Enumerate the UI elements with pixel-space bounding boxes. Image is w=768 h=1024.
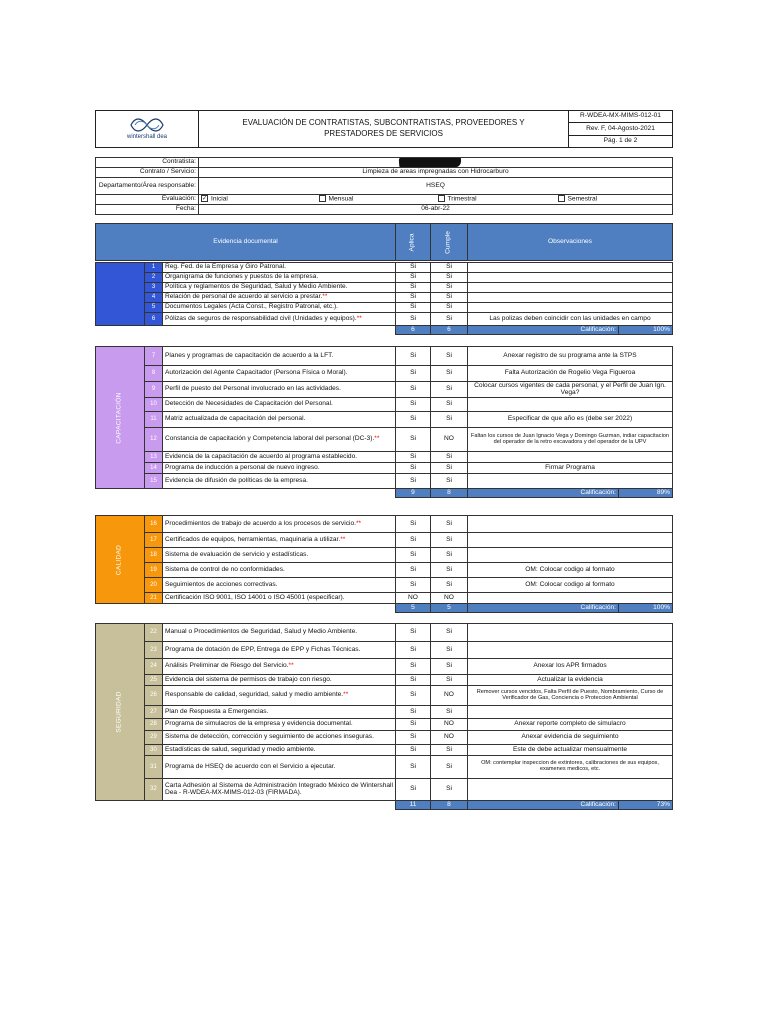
row-number: 1 <box>145 263 163 273</box>
evidencia-text: Evidencia de difusión de políticas de la empresa. <box>163 474 396 489</box>
cumple-value[interactable]: Si <box>431 779 468 801</box>
section-table <box>95 346 673 498</box>
calificacion-value: 100% <box>619 604 673 613</box>
table-row <box>96 578 673 593</box>
row-number: 27 <box>145 706 163 719</box>
table-row <box>96 382 673 398</box>
table-row <box>96 463 673 474</box>
aplica-value[interactable]: Si <box>396 347 431 366</box>
cumple-value[interactable]: Si <box>431 756 468 779</box>
table-row <box>96 642 673 659</box>
table-row <box>96 779 673 801</box>
info-block <box>95 157 673 215</box>
table-row <box>96 398 673 412</box>
evidencia-text: Programa de HSEQ de acuerdo con el Servicio a ejecutar. <box>163 756 396 779</box>
aplica-value[interactable]: Si <box>396 533 431 548</box>
total-cumple: 8 <box>431 489 468 498</box>
table-row <box>96 659 673 675</box>
fecha-label: Fecha: <box>96 205 199 215</box>
calificacion-value: 89% <box>619 489 673 498</box>
observacion-text[interactable] <box>468 398 673 412</box>
contrato-label: Contrato / Servicio: <box>96 168 199 178</box>
aplica-value[interactable]: Si <box>396 706 431 719</box>
total-aplica: 9 <box>396 489 431 498</box>
section-total-row <box>96 489 673 498</box>
aplica-value[interactable]: Si <box>396 578 431 593</box>
table-row <box>96 533 673 548</box>
observacion-text[interactable] <box>468 293 673 303</box>
evidencia-text: Constancia de capacitación y Competencia laboral del personal (DC-3).** <box>163 428 396 452</box>
required-mark: ** <box>355 519 362 527</box>
table-row <box>96 686 673 706</box>
aplica-value[interactable]: Si <box>396 731 431 745</box>
aplica-value[interactable]: Si <box>396 273 431 283</box>
total-spacer <box>96 326 396 335</box>
total-aplica: 5 <box>396 604 431 613</box>
cumple-value[interactable]: Si <box>431 548 468 563</box>
evidencia-text: Perfil de puesto del Personal involucrado en las actividades. <box>163 382 396 398</box>
aplica-value[interactable]: Si <box>396 398 431 412</box>
calificacion-value: 100% <box>619 326 673 335</box>
evidencia-text: Seguimientos de acciones correctivas. <box>163 578 396 593</box>
cumple-value[interactable]: NO <box>431 428 468 452</box>
evidencia-header: Evidencia documental <box>96 224 396 261</box>
table-row <box>96 516 673 533</box>
contratista-label: Contratista: <box>96 158 199 168</box>
aplica-value[interactable]: Si <box>396 452 431 463</box>
checkbox-icon[interactable] <box>558 195 565 202</box>
evidencia-text: Procedimientos de trabajo de acuerdo a los procesos de servicio.** <box>163 516 396 533</box>
evidencia-text: Carta Adhesión al Sistema de Administración Integrado México de Wintershall Dea - R-WDEA-MX-MIMS-012-03 (FIRMADA). <box>163 779 396 801</box>
section-label <box>96 263 145 326</box>
row-number: 11 <box>145 412 163 428</box>
total-spacer <box>96 604 396 613</box>
row-number: 22 <box>145 624 163 642</box>
cumple-value[interactable]: NO <box>431 731 468 745</box>
total-spacer <box>96 801 396 810</box>
evidencia-text: Evidencia del sistema de permisos de trabajo con riesgo. <box>163 675 396 686</box>
row-number: 16 <box>145 516 163 533</box>
section-label-text: CAPACITACIÓN <box>115 391 123 444</box>
row-number: 14 <box>145 463 163 474</box>
cumple-value[interactable]: Si <box>431 293 468 303</box>
evidencia-text: Documentos Legales (Acta Const., Registro Patronal, etc.). <box>163 303 396 313</box>
total-aplica: 11 <box>396 801 431 810</box>
cumple-value[interactable]: Si <box>431 578 468 593</box>
aplica-value[interactable]: Si <box>396 263 431 273</box>
observacion-text[interactable] <box>468 642 673 659</box>
evidencia-text: Evidencia de la capacitación de acuerdo al programa establecido. <box>163 452 396 463</box>
redaction-mark <box>399 158 462 168</box>
observacion-text[interactable] <box>468 273 673 283</box>
evidencia-text: Relación de personal de acuerdo al servicio a prestar.** <box>163 293 396 303</box>
aplica-value[interactable]: Si <box>396 624 431 642</box>
observacion-text[interactable] <box>468 303 673 313</box>
row-number: 15 <box>145 474 163 489</box>
calificacion-value: 73% <box>619 801 673 810</box>
evidencia-text: Manual o Procedimientos de Seguridad, Salud y Medio Ambiente. <box>163 624 396 642</box>
aplica-header: Aplica <box>396 224 431 261</box>
table-row <box>96 452 673 463</box>
evidencia-text: Plan de Respuesta a Emergencias. <box>163 706 396 719</box>
evidencia-text: Análisis Preliminar de Riesgo del Servicio.** <box>163 659 396 675</box>
observacion-text[interactable]: Anexar los APR firmados <box>468 659 673 675</box>
cumple-value[interactable]: Si <box>431 642 468 659</box>
evidencia-text: Reg. Fed. de la Empresa y Giro Patronal. <box>163 263 396 273</box>
logo-text: wintershall dea <box>126 134 168 141</box>
section-label-text: CALIDAD <box>115 544 123 575</box>
observacion-text[interactable]: Actualizar la evidencia <box>468 675 673 686</box>
total-cumple: 5 <box>431 604 468 613</box>
document-revision: Rev. F, 04-Agosto-2021 <box>569 123 673 136</box>
aplica-value[interactable]: Si <box>396 428 431 452</box>
observacion-text[interactable]: OM: Colocar codigo al formato <box>468 563 673 578</box>
evidencia-text: Matriz actualizada de capacitación del personal. <box>163 412 396 428</box>
cumple-value[interactable]: Si <box>431 624 468 642</box>
departamento-label: Departamento/Área responsable: <box>96 178 199 195</box>
observacion-text[interactable] <box>468 593 673 604</box>
row-number: 24 <box>145 659 163 675</box>
table-row <box>96 706 673 719</box>
evidencia-text: Programa de simulacros de la empresa y evidencia documental. <box>163 719 396 731</box>
evidencia-text: Programa de inducción a personal de nuevo ingreso. <box>163 463 396 474</box>
aplica-value[interactable]: Si <box>396 659 431 675</box>
row-number: 25 <box>145 675 163 686</box>
table-row <box>96 366 673 382</box>
evidencia-text: Certificación ISO 9001, ISO 14001 o ISO 45001 (especificar). <box>163 593 396 604</box>
observacion-text[interactable]: Las polizas deben coincidir con las unidades en campo <box>468 313 673 326</box>
aplica-value[interactable]: Si <box>396 313 431 326</box>
table-row <box>96 283 673 293</box>
cumple-value[interactable]: Si <box>431 303 468 313</box>
calificacion-label: Calificación: <box>468 604 619 613</box>
cumple-value[interactable]: Si <box>431 263 468 273</box>
row-number: 3 <box>145 283 163 293</box>
evaluacion-label: Evaluación: <box>96 195 199 205</box>
aplica-value[interactable]: Si <box>396 303 431 313</box>
row-number: 32 <box>145 779 163 801</box>
fecha-value: 06-abr-22 <box>199 205 673 215</box>
cumple-value[interactable]: Si <box>431 745 468 756</box>
row-number: 17 <box>145 533 163 548</box>
table-row <box>96 303 673 313</box>
cumple-value[interactable]: Si <box>431 398 468 412</box>
observacion-text[interactable]: Falta Autorización de Rogelio Vega Figueroa <box>468 366 673 382</box>
checkbox-icon[interactable] <box>438 195 445 202</box>
row-number: 9 <box>145 382 163 398</box>
calificacion-label: Calificación: <box>468 326 619 335</box>
section-table <box>95 262 673 335</box>
evidencia-text: Sistema de control de no conformidades. <box>163 563 396 578</box>
row-number: 8 <box>145 366 163 382</box>
observacion-text[interactable] <box>468 452 673 463</box>
observacion-text[interactable]: Remover cursos vencidos, Falta Perfil de Puesto, Nombramiento, Curso de Verificador de Gas, Conciencia o Proteccion Ambiental <box>468 686 673 706</box>
required-mark: ** <box>322 293 328 301</box>
row-number: 29 <box>145 731 163 745</box>
aplica-value[interactable]: Si <box>396 548 431 563</box>
evidencia-text: Estadísticas de salud, seguridad y medio ambiente. <box>163 745 396 756</box>
section-total-row <box>96 801 673 810</box>
table-row <box>96 563 673 578</box>
document-title: EVALUACIÓN DE CONTRATISTAS, SUBCONTRATISTAS, PROVEEDORES Y PRESTADORES DE SERVICIOS <box>199 111 569 148</box>
required-mark: ** <box>340 535 346 543</box>
observacion-text[interactable] <box>468 263 673 273</box>
row-number: 10 <box>145 398 163 412</box>
cumple-value[interactable]: Si <box>431 463 468 474</box>
evidencia-text: Detección de Necesidades de Capacitación del Personal. <box>163 398 396 412</box>
table-row <box>96 745 673 756</box>
cumple-value[interactable]: Si <box>431 412 468 428</box>
table-row <box>96 756 673 779</box>
cumple-value[interactable]: Si <box>431 366 468 382</box>
table-row <box>96 731 673 745</box>
observaciones-header: Observaciones <box>468 224 673 261</box>
evidencia-text: Responsable de calidad, seguridad, salud y medio ambiente.** <box>163 686 396 706</box>
aplica-value[interactable]: Si <box>396 745 431 756</box>
observacion-text[interactable] <box>468 624 673 642</box>
calificacion-label: Calificación: <box>468 801 619 810</box>
observacion-text[interactable]: Anexar registro de su programa ante la STPS <box>468 347 673 366</box>
cumple-value[interactable]: Si <box>431 659 468 675</box>
cumple-value[interactable]: NO <box>431 719 468 731</box>
total-spacer <box>96 489 396 498</box>
option-trimestral[interactable]: Trimestral <box>436 195 556 205</box>
row-number: 26 <box>145 686 163 706</box>
cumple-value[interactable]: Si <box>431 563 468 578</box>
row-number: 12 <box>145 428 163 452</box>
option-inicial[interactable]: ✓ Inicial <box>199 195 317 205</box>
row-number: 4 <box>145 293 163 303</box>
table-row <box>96 474 673 489</box>
aplica-value[interactable]: Si <box>396 756 431 779</box>
observacion-text[interactable]: Anexar evidencia de seguimiento <box>468 731 673 745</box>
section-label <box>96 624 145 801</box>
observacion-text[interactable] <box>468 516 673 533</box>
cumple-value[interactable]: Si <box>431 533 468 548</box>
table-row <box>96 347 673 366</box>
observacion-text[interactable]: Este de debe actualizar mensualmente <box>468 745 673 756</box>
row-number: 19 <box>145 563 163 578</box>
row-number: 21 <box>145 593 163 604</box>
observacion-text[interactable]: OM: contemplar inspeccion de extintores, calibraciones de sus equipos, examenes medicos, etc. <box>468 756 673 779</box>
aplica-value[interactable]: Si <box>396 382 431 398</box>
cumple-header: Cumple <box>431 224 468 261</box>
required-mark: ** <box>374 435 380 443</box>
aplica-value[interactable]: Si <box>396 779 431 801</box>
cumple-value[interactable]: Si <box>431 675 468 686</box>
section-label <box>96 516 145 604</box>
table-row <box>96 548 673 563</box>
observacion-text[interactable]: Faltan los cursos de Juan Ignacio Vega y Domingo Guzman, indiar capacitacion del operador de la retro excavadora y del operador de la UPV <box>468 428 673 452</box>
cumple-value[interactable]: Si <box>431 474 468 489</box>
table-row <box>96 263 673 273</box>
option-mensual[interactable]: Mensual <box>317 195 436 205</box>
required-mark: ** <box>356 314 362 322</box>
row-number: 30 <box>145 745 163 756</box>
aplica-value[interactable]: Si <box>396 412 431 428</box>
contrato-value: Limpieza de areas impregnadas con Hidrocarburo <box>199 168 673 178</box>
row-number: 18 <box>145 548 163 563</box>
evidencia-text: Programa de dotación de EPP, Entrega de EPP y Fichas Técnicas. <box>163 642 396 659</box>
section-label-text: SEGURIDAD <box>115 691 123 733</box>
section-table <box>95 515 673 613</box>
table-row <box>96 313 673 326</box>
evidencia-text: Autorización del Agente Capacitador (Persona Física o Moral). <box>163 366 396 382</box>
cumple-value[interactable]: NO <box>431 686 468 706</box>
observacion-text[interactable]: OM: Colocar codigo al formato <box>468 578 673 593</box>
observacion-text[interactable]: Firmar Programa <box>468 463 673 474</box>
evidencia-text: Planes y programas de capacitación de acuerdo a la LFT. <box>163 347 396 366</box>
evidencia-text: Certificados de equipos, herramientas, maquinaria a utilizar.** <box>163 533 396 548</box>
cumple-value[interactable]: Si <box>431 347 468 366</box>
column-header <box>95 223 673 261</box>
observacion-text[interactable]: Colocar cursos vigentes de cada personal, y el Perfil de Juan Ign. Vega? <box>468 382 673 398</box>
row-number: 2 <box>145 273 163 283</box>
cumple-value[interactable]: Si <box>431 452 468 463</box>
document-code: R-WDEA-MX-MIMS-012-01 <box>569 111 673 123</box>
row-number: 6 <box>145 313 163 326</box>
option-semestral[interactable]: Semestral <box>556 195 673 205</box>
aplica-value[interactable]: NO <box>396 593 431 604</box>
cumple-value[interactable]: Si <box>431 283 468 293</box>
table-row <box>96 593 673 604</box>
evidencia-text: Sistema de evaluación de servicio y estadísticas. <box>163 548 396 563</box>
table-row <box>96 273 673 283</box>
observacion-text[interactable] <box>468 283 673 293</box>
evidencia-text: Política y reglamentos de Seguridad, Salud y Medio Ambiente. <box>163 283 396 293</box>
cumple-value[interactable]: NO <box>431 593 468 604</box>
row-number: 28 <box>145 719 163 731</box>
cumple-value[interactable]: Si <box>431 313 468 326</box>
row-number: 5 <box>145 303 163 313</box>
calificacion-label: Calificación: <box>468 489 619 498</box>
aplica-value[interactable]: Si <box>396 283 431 293</box>
observacion-text[interactable] <box>468 474 673 489</box>
aplica-value[interactable]: Si <box>396 516 431 533</box>
row-number: 20 <box>145 578 163 593</box>
observacion-text[interactable] <box>468 533 673 548</box>
row-number: 13 <box>145 452 163 463</box>
row-number: 31 <box>145 756 163 779</box>
aplica-value[interactable]: Si <box>396 719 431 731</box>
total-cumple: 8 <box>431 801 468 810</box>
section-total-row <box>96 326 673 335</box>
cumple-value[interactable]: Si <box>431 273 468 283</box>
document-page: Pág. 1 de 2 <box>569 136 673 148</box>
logo-cell <box>96 111 199 148</box>
contratista-value <box>199 158 673 168</box>
cumple-value[interactable]: Si <box>431 706 468 719</box>
checkbox-checked-icon[interactable]: ✓ <box>202 196 208 203</box>
table-row <box>96 428 673 452</box>
cumple-value[interactable]: Si <box>431 516 468 533</box>
evidencia-text: Organigrama de funciones y puestos de la empresa. <box>163 273 396 283</box>
table-row <box>96 675 673 686</box>
observacion-text[interactable]: Especificar de que año es (debe ser 2022) <box>468 412 673 428</box>
required-mark: ** <box>343 691 349 699</box>
wintershall-logo-icon <box>127 117 167 133</box>
departamento-value: HSEQ <box>199 178 673 195</box>
table-row <box>96 412 673 428</box>
row-number: 7 <box>145 347 163 366</box>
aplica-value[interactable]: Si <box>396 642 431 659</box>
document-header <box>95 110 673 148</box>
aplica-value[interactable]: Si <box>396 686 431 706</box>
total-cumple: 6 <box>431 326 468 335</box>
section-label <box>96 347 145 489</box>
observacion-text[interactable] <box>468 548 673 563</box>
table-row <box>96 719 673 731</box>
required-mark: ** <box>288 662 294 670</box>
aplica-value[interactable]: Si <box>396 463 431 474</box>
aplica-value[interactable]: Si <box>396 293 431 303</box>
table-row <box>96 293 673 303</box>
observacion-text[interactable] <box>468 706 673 719</box>
section-table <box>95 623 673 810</box>
aplica-value[interactable]: Si <box>396 366 431 382</box>
total-aplica: 6 <box>396 326 431 335</box>
observacion-text[interactable]: Anexar reporte completo de simulacro <box>468 719 673 731</box>
aplica-value[interactable]: Si <box>396 474 431 489</box>
aplica-value[interactable]: Si <box>396 675 431 686</box>
evidencia-text: Sistema de detección, corrección y seguimiento de acciones inseguras. <box>163 731 396 745</box>
row-number: 23 <box>145 642 163 659</box>
aplica-value[interactable]: Si <box>396 563 431 578</box>
table-row <box>96 624 673 642</box>
evidencia-text: Pólizas de seguros de responsabilidad civil (Unidades y equipos).** <box>163 313 396 326</box>
section-total-row <box>96 604 673 613</box>
cumple-value[interactable]: Si <box>431 382 468 398</box>
observacion-text[interactable] <box>468 779 673 801</box>
checkbox-icon[interactable] <box>319 195 326 202</box>
